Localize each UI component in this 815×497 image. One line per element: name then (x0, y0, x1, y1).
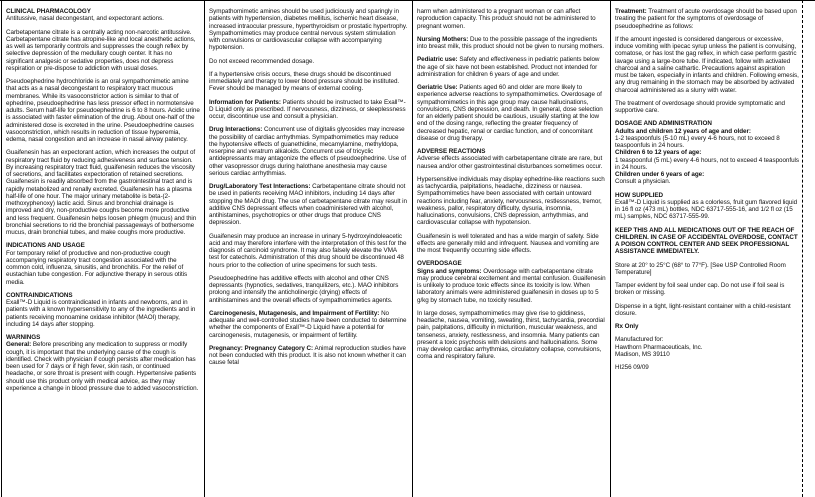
perforation-line (802, 0, 803, 497)
paragraph: Exall™-D Liquid is contraindicated in infants and newborns, and in patients with a known hypersensitivity to any of the ingredients and in patients receiving monoamine oxidase inhibitor (MAOI) therapy, including 14 days after stopping. (6, 299, 196, 328)
top-border (0, 0, 815, 1)
paragraph: If a hypertensive crisis occurs, these drugs should be discontinued immediately and therapy to lower blood pressure should be instituted. Fever should be managed by means of external cooling. (209, 70, 400, 93)
paragraph: Overdosage with carbetapentane citrate may produce cerebral excitement and mental confusion. Guaifenesin is unlikely to produce toxic effects since its toxicity is low. When laboratory animals were administered guaifenesin in doses up to 5 g/kg by stomach tube, no toxicity resulted. (417, 267, 606, 304)
paragraph: Carbetapentane citrate should not be used in patients receiving MAO inhibitors, including 14 days after stopping the MAOI drug. The use of carbetapentane citrate may result in additive CNS depressant effects when coadministered with alcohol, antihistamines, psychotropics or other drugs that produce CNS depression. (209, 183, 407, 227)
storage-instructions: Store at 20° to 25°C (68° to 77°F). [See USP Controlled Room Temperature] (615, 261, 786, 276)
inline-heading: Drug Interactions: (209, 126, 263, 134)
section-title-adverse-reactions: ADVERSE REACTIONS (417, 148, 486, 155)
keep-out-of-reach-warning: KEEP THIS AND ALL MEDICATIONS OUT OF THE REACH OF CHILDREN. IN CASE OF ACCIDENTAL OVERDOSE, CONTACT A POISON CONTROL CENTER AND SEEK PROFESSIONAL ASSISTANCE IMMEDIATELY. (615, 226, 798, 256)
paragraph: Animal reproduction studies have not been conducted with this product. It is also not known whether it can cause fetal (209, 344, 406, 367)
paragraph: Pseudoephedrine hydrochloride is an oral sympathomimetic amine that acts as a nasal decongestant to respiratory tract mucous membranes. While its vasoconstrictor action is similar to that of ephedrine, pseudoephedrine has less pressor effect in normotensive adults. Serum half-life for pseudoephedrine is 6 to 8 hours. Acidic urine is associated with faster elimination of the drug. About one-half of the administered dose is excreted in the urine. Pseudoephedrine causes vasoconstriction, which results in reduction of tissue hyperemia, edema, nasal congestion and an increase in nasal airway patency. (6, 78, 200, 143)
section-title-clinical-pharmacology: CLINICAL PHARMACOLOGY (6, 8, 91, 15)
column-1 (6, 8, 200, 495)
dispense-note: Dispense in a tight, light-resistant container with a child-resistant closure. (615, 302, 791, 317)
paragraph: For temporary relief of productive and non-productive cough accompanying respiratory tract congestion associated with the common cold, influenza, sinusitis, and bronchitis. For the relief of eustachian tube congestion. For adjunctive therapy in serous otitis media. (6, 249, 188, 286)
paragraph: Exall™-D Liquid is supplied as a colorless, fruit gum flavored liquid in 16 fl oz (473 mL) bottles, NDC 63717-555-16, and 1/2 fl oz (15 mL) samples, NDC 63717-555-99. (615, 198, 798, 221)
dosage-under-6-label: Children under 6 years of age: (615, 171, 705, 178)
section-title-warnings: WARNINGS (6, 334, 41, 341)
inline-heading: Carcinogenesis, Mutagenesis, and Impairment of Fertility: (209, 309, 380, 317)
manufacturer-label: Manufactured for: (615, 336, 664, 344)
inline-heading: Geriatric Use: (417, 84, 458, 91)
paragraph: Treatment of acute overdosage should be based upon treating the patient for the symptoms of overdosage of pseudoephedrine as follows: (615, 8, 797, 30)
paragraph: Hypersensitive individuals may display ephedrine-like reactions such as tachycardia, palpitations, headache, dizziness or nausea. Sympathomimetics have been associated with certain untoward reactions including fear, anxiety, nervousness, restlessness, tremor, weakness, pallor, respiratory difficulty, dysuria, insomnia, hallucinations, convulsions, CNS depression, arrhythmias, and cardiovascular collapse with hypotension. (417, 175, 605, 227)
paragraph: Safety and effectiveness in pediatric patients below the age of six have not been established. Product not intended for administration for children 6 years of age and under. (417, 56, 600, 78)
column-4 (615, 8, 799, 495)
section-title-contraindications: CONTRAINDICATIONS (6, 291, 73, 299)
section-title-indications: INDICATIONS AND USAGE (6, 242, 85, 250)
paragraph: Sympathomimetic amines should be used judiciously and sparingly in patients with hypertension, diabetes mellitus, ischemic heart disease, increased intraocular pressure, hyperthyroidism or prostatic hypertrophy. Sympathomimetics may produce central nervous system stimulation with convulsions or cardiovascular collapse with accompanying hypotension. (209, 8, 408, 52)
paragraph: Patients aged 60 and older are more likely to experience adverse reactions to sympathomimetics. Overdosage of sympathomimetics in this age group may cause hallucinations, convulsions, CNS depression, and death. In general, dose selection for an elderly patient should be cautious, usually starting at the low end of the dosing range, reflecting the greater frequency of decreased hepatic, renal or cardiac function, and of concomitant disease or drug therapy. (417, 84, 603, 142)
dosage-adults: 1-2 teaspoonfuls (5-10 mL) every 4-6 hours, not to exceed 8 teaspoonfuls in 24 hours. (615, 134, 780, 149)
dosage-children-label: Children 6 to 12 years of age: (615, 149, 702, 157)
paragraph: If the amount ingested is considered dangerous or excessive, induce vomiting with ipecac syrup unless the patient is convulsing, comatose, or has lost the gag reflex, in which case perform gastric lavage using a large-bore tube. If indicated, follow with activated charcoal and a saline cathartic. Precautions against aspiration must be taken, especially in infants and children. Following emesis, any drug remaining in the stomach may be absorbed by activated charcoal administered as a slurry with water. (615, 35, 799, 94)
paragraph: Pseudoephedrine has additive effects with alcohol and other CNS depressants (hypnotics, sedatives, tranquilizers, etc.). MAO inhibitors prolong and intensify the anticholinergic (drying) effects of antihistamines and the overall effects of sympathomimetics agents. (209, 274, 399, 304)
tamper-evident-note: Tamper evident by foil seal under cap. Do not use if foil seal is broken or missing. (615, 282, 785, 297)
column-divider-3 (610, 0, 611, 497)
paragraph: In large doses, sympathomimetics may give rise to giddiness, headache, nausea, vomiting, sweating, thirst, tachycardia, precordial pain, palpitations, difficulty in micturition, muscular weakness, and tenseness, anxiety, restlessness, and insomnia. Many patients can present a toxic psychosis with delusions and hallucinations. Some may develop cardiac arrhythmias, circulatory collapse, convulsions, coma and respiratory failure. (417, 309, 605, 361)
dosage-adults-label: Adults and children 12 years of age and older: (615, 127, 751, 135)
paragraph: Carbetapentane citrate is a centrally acting non-narcotic antitussive. Carbetapentane citrate has atropine-like and local anesthetic actions, as well as temporarily controls and suppresses the cough reflex by selective depression of the medullary cough center. It has no significant analgesic or sedative properties, does not depress respiration or pre-dispose to addiction with usual doses. (6, 28, 196, 72)
inline-heading: Pediatric use: (417, 56, 458, 64)
paragraph: Adverse effects associated with carbetapentane citrate are rare, but nausea and/or other gastrointestinal disturbances sometimes occur. (417, 155, 603, 170)
inline-heading: Information for Patients: (209, 98, 281, 106)
left-border (1, 0, 2, 497)
paragraph: Guaifenesin is well tolerated and has a wide margin of safety. Side effects are generally mild and infrequent. Nausea and vomiting are the most frequently occurring side effects. (417, 232, 600, 254)
rx-only-label: Rx Only (615, 323, 639, 330)
paragraph: The treatment of overdosage should provide symptomatic and supportive care. (615, 99, 786, 114)
column-2 (209, 8, 408, 495)
column-3 (417, 8, 606, 495)
inline-heading: General: (6, 341, 32, 349)
section-title-dosage: DOSAGE AND ADMINISTRATION (615, 120, 712, 128)
inline-heading: Pregnancy: Pregnancy Category C: (209, 344, 314, 352)
inline-heading: Treatment: (615, 8, 647, 15)
dosage-under-6: Consult a physician. (615, 178, 671, 186)
revision-code: HI256 09/09 (615, 364, 649, 371)
paragraph: No adequate and well-controlled studies have been conducted to determine whether the components of Exall™-D Liquid have a potential for carcinogenesis, mutagenesis, or impairment of fertility. (209, 309, 407, 339)
inline-heading: Signs and symptoms: (417, 267, 482, 275)
section-title-overdosage: OVERDOSAGE (417, 260, 462, 268)
column-divider-2 (412, 0, 413, 497)
paragraph: harm when administered to a pregnant woman or can affect reproduction capacity. This product should not be administered to pregnant women. (417, 8, 596, 30)
paragraph: Due to the possible passage of the ingredients into breast milk, this product should not be given to nursing mothers. (417, 35, 604, 50)
paragraph: Patients should be instructed to take Exall™-D Liquid only as prescribed. If nervousness, dizziness, or sleeplessness occur, discontinue use and consult a physician. (209, 98, 406, 120)
section-title-how-supplied: HOW SUPPLIED (615, 191, 664, 199)
dosage-children: 1 teaspoonful (5 mL) every 4-6 hours, not to exceed 4 teaspoonfuls in 24 hours. (615, 156, 799, 171)
paragraph: Do not exceed recommended dosage. (209, 57, 315, 65)
paragraph: Before prescribing any medication to suppress or modify cough, it is important that the underlying cause of the cough is identified. Check with physician if cough persists after medication has been used for 7 days or if high fever, skin rash, or continued headache, or sore throat is present with cough. Hypertensive patients should use this product only with medical advice, as they may experience a change in blood pressure due to added vasoconstriction. (6, 341, 199, 392)
inline-heading: Drug/Laboratory Test Interactions: (209, 183, 311, 190)
paragraph: Concurrent use of digitalis glycosides may increase the possibility of cardiac arrhythmias. Sympathomimetics may reduce the hypotensive effects of guanethidine, mecamylamine, methyldopa, reserpine and veratrum alkaloids. Concurrent use of tricyclic antidepressants may antagonize the effects of pseudoephedrine. Use of other vasopressor drugs during halothane anesthesia may cause serious cardiac arrhythmias. (209, 126, 407, 177)
column-divider-1 (204, 0, 205, 497)
paragraph: Guaifenesin may produce an increase in urinary 5-hydroxyindoleacetic acid and may therefore interfere with the interpretation of this test for the diagnosis of carcinoid syndrome. It may also falsely elevate the VMA test for catechols. Administration of this drug should be discontinued 48 hours prior to the collection of urine specimens for such tests. (209, 232, 407, 269)
inline-heading: Nursing Mothers: (417, 35, 469, 43)
manufacturer-city: Madison, MS 39110 (615, 350, 670, 358)
paragraph: Guaifenesin has an expectorant action, which increases the output of respiratory tract fluid by reducing adhesiveness and surface tension. By increasing respiratory tract fluid, guaifenesin reduces the viscosity of secretions, and facilitates expectoration of retained secretions. Guaifenesin is readily absorbed from the gastrointestinal tract and is rapidly metabolized and renally excreted. Guaifenesin has a plasma half-life of one hour. The major urinary metabolite is beta-(2-methoxyphenoxy) lactic acid. Sinus and bronchial drainage is improved and dry, non-productive coughs become more productive and less frequent. Guaifenesin helps loosen phlegm (mucus) and thin bronchial secretions to rid the bronchial passageways of bothersome mucus, drain bronchial tubes, and make coughs more productive. (6, 149, 197, 236)
manufacturer-name: Hawthorn Pharmaceuticals, Inc. (615, 343, 703, 351)
section-subtitle: Antitussive, nasal decongestant, and expectorant actions. (6, 15, 164, 23)
